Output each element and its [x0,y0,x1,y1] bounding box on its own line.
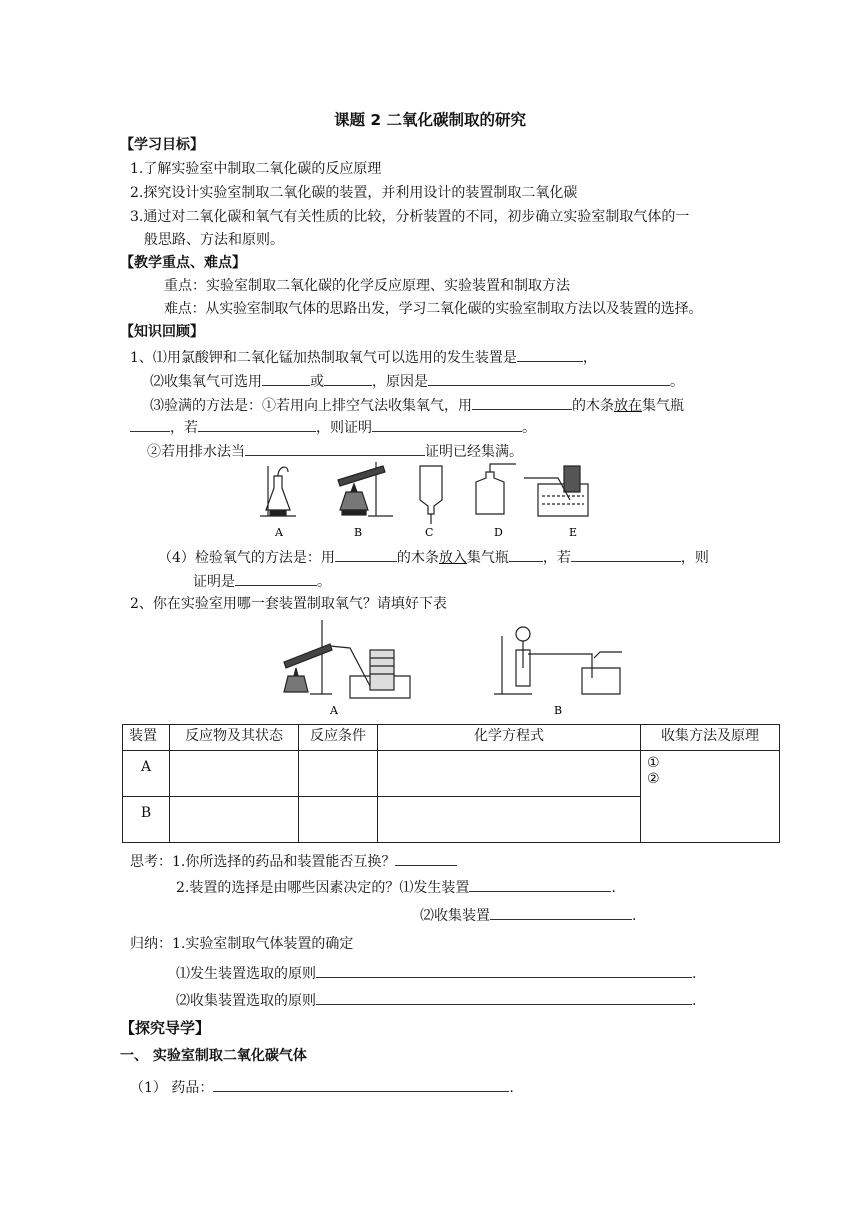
answer-blank[interactable] [235,570,317,586]
table-cell[interactable] [170,797,299,843]
difficulty-text: 难点：从实验室制取气体的思路出发，学习二氧化碳的实验室制取方法以及装置的选择。 [164,301,703,317]
summary-item-2: ⑵收集装置选取的原则 . [176,989,696,1011]
apparatus-label-c: C [425,526,434,539]
setup-label-b: B [554,704,563,717]
answer-blank[interactable] [262,370,310,386]
answer-blank[interactable] [517,346,583,362]
think-q2: 2.装置的选择是由哪些因素决定的？⑴发生装置 . [176,876,616,898]
table-cell[interactable] [378,751,641,797]
apparatus-label-d: D [494,526,503,539]
goal-item-3: 3.通过对二氧化碳和氧气有关性质的比较，分析装置的不同，初步确立实验室制取气体的一 [130,209,690,225]
keypoints-heading: 【教学重点、难点】 [120,255,246,271]
review-q1-3 [150,394,684,416]
setup-figure [270,616,640,720]
apparatus-d-drawing [476,464,516,514]
review-q1-3-prove: ，则证明 [316,420,372,436]
review-q1-2: ⑵收集氧气可选用 或 ，原因是 。 [150,370,684,392]
table-header: 装置 [123,725,170,751]
review-q1-4-strip: 的木条 [396,550,439,566]
table-cell[interactable] [299,797,378,843]
review-q1-3-bottle: 集气瓶 [642,398,684,414]
review-q1-4-cont: 证明是 。 [193,570,331,592]
review-q1-4 [158,546,709,568]
summary-heading: 归纳：1.实验室制取气体装置的确定 [130,936,354,952]
answer-blank[interactable] [428,370,670,386]
think-q2b: ⑵收集装置 . [420,904,636,926]
goal-item-1: 1.了解实验室中制取二氧化碳的反应原理 [130,161,382,177]
goals-heading: 【学习目标】 [120,137,204,153]
table-header: 化学方程式 [378,725,641,751]
review-q1-3-strip: 的木条 [572,398,614,414]
setup-b-drawing [494,627,622,694]
think-q1 [130,850,457,872]
review-q1-3-full: 证明已经集满。 [425,444,523,460]
answer-blank[interactable] [245,440,425,456]
answer-blank[interactable] [472,394,572,410]
summary-item-2-text: ⑵收集装置选取的原则 [176,993,316,1009]
think-q2-text: 2.装置的选择是由哪些因素决定的？⑴发生装置 [176,880,470,896]
review-q1-2-or: 或 [310,374,324,390]
summary-item-1: ⑴发生装置选取的原则 . [176,962,696,984]
review-q1-1: 1、⑴用氯酸钾和二氧化锰加热制取氧气可以选用的发生装置是 ， [130,346,597,368]
review-q1-3-cont: ，若 ，则证明 。 [130,416,536,438]
answer-blank[interactable] [571,546,681,562]
review-q1-1-text: 1、⑴用氯酸钾和二氧化锰加热制取氧气可以选用的发生装置是 [130,350,517,366]
answer-blank[interactable] [316,989,692,1005]
review-q1-3-place: 放在 [614,398,642,414]
review-q2: 2、你在实验室用哪一套装置制取氧气？请填好下表 [130,596,447,612]
review-q1-4-is: 证明是 [193,574,235,590]
answer-blank[interactable] [130,416,170,432]
explore-item-1: （1） 药品： . [130,1076,514,1098]
apparatus-label-e: E [569,526,578,539]
apparatus-b-drawing [338,462,393,516]
review-q1-3-if: ，若 [170,420,198,436]
collect-mark-2: ② [647,771,660,787]
answer-blank[interactable] [372,416,522,432]
apparatus-figure [258,458,598,542]
table-header: 反应条件 [299,725,378,751]
review-q1-4-if: ，若 [542,550,571,566]
table-row-label: A [123,751,170,797]
answer-blank[interactable] [395,850,457,866]
answer-blank[interactable] [198,416,316,432]
answer-blank[interactable] [335,546,397,562]
answer-blank[interactable] [509,546,543,562]
table-cell[interactable] [170,751,299,797]
review-heading: 【知识回顾】 [120,324,204,340]
think-q1-text: 思考：1.你所选择的药品和装置能否互换？ [130,854,396,870]
review-q1-4-put: 放入 [438,550,467,566]
answer-blank[interactable] [316,962,692,978]
goal-item-3-cont: 般思路、方法和原则。 [144,232,284,248]
setup-a-drawing [284,620,410,698]
summary-item-1-text: ⑴发生装置选取的原则 [176,966,316,982]
collect-mark-1: ① [647,755,660,771]
answer-blank[interactable] [213,1076,509,1092]
table-header: 收集方法及原理 [641,725,780,751]
review-q1-4-bottle: 集气瓶 [466,550,509,566]
apparatus-c-drawing [420,466,442,524]
table-cell-collect[interactable] [641,751,780,843]
review-q1-2-reason: ，原因是 [372,374,428,390]
review-q1-4-text: （4）检验氧气的方法是：用 [158,550,335,566]
apparatus-label-a: A [275,526,283,539]
answer-blank[interactable] [469,876,611,892]
explore-section: 一、 实验室制取二氧化碳气体 [120,1048,307,1064]
table-cell[interactable] [299,751,378,797]
table-cell[interactable] [378,797,641,843]
review-q1-2-text: ⑵收集氧气可选用 [150,374,262,390]
review-q1-4-then: ，则 [680,550,709,566]
explore-item-1-text: （1） 药品： [130,1080,214,1096]
focus-text: 重点：实验室制取二氧化碳的化学反应原理、实验装置和制取方法 [164,278,570,294]
page-title: 课题 2 二氧化碳制取的研究 [333,111,527,129]
think-q2b-text: ⑵收集装置 [420,908,490,924]
table-header: 反应物及其状态 [170,725,299,751]
answer-blank[interactable] [324,370,372,386]
review-q1-3-text: ⑶验满的方法是：①若用向上排空气法收集氧气，用 [150,398,472,414]
answer-blank[interactable] [490,904,632,920]
setup-label-a: A [330,704,338,717]
apparatus-a-drawing [260,466,296,516]
oxygen-table [122,724,780,843]
table-row-label: B [123,797,170,843]
apparatus-label-b: B [354,526,363,539]
goal-item-2: 2.探究设计实验室制取二氧化碳的装置，并利用设计的装置制取二氧化碳 [130,185,578,201]
review-q1-3-water-text: ②若用排水法当 [147,444,245,460]
explore-heading: 【探究导学】 [120,1019,211,1037]
apparatus-e-drawing [524,466,588,516]
